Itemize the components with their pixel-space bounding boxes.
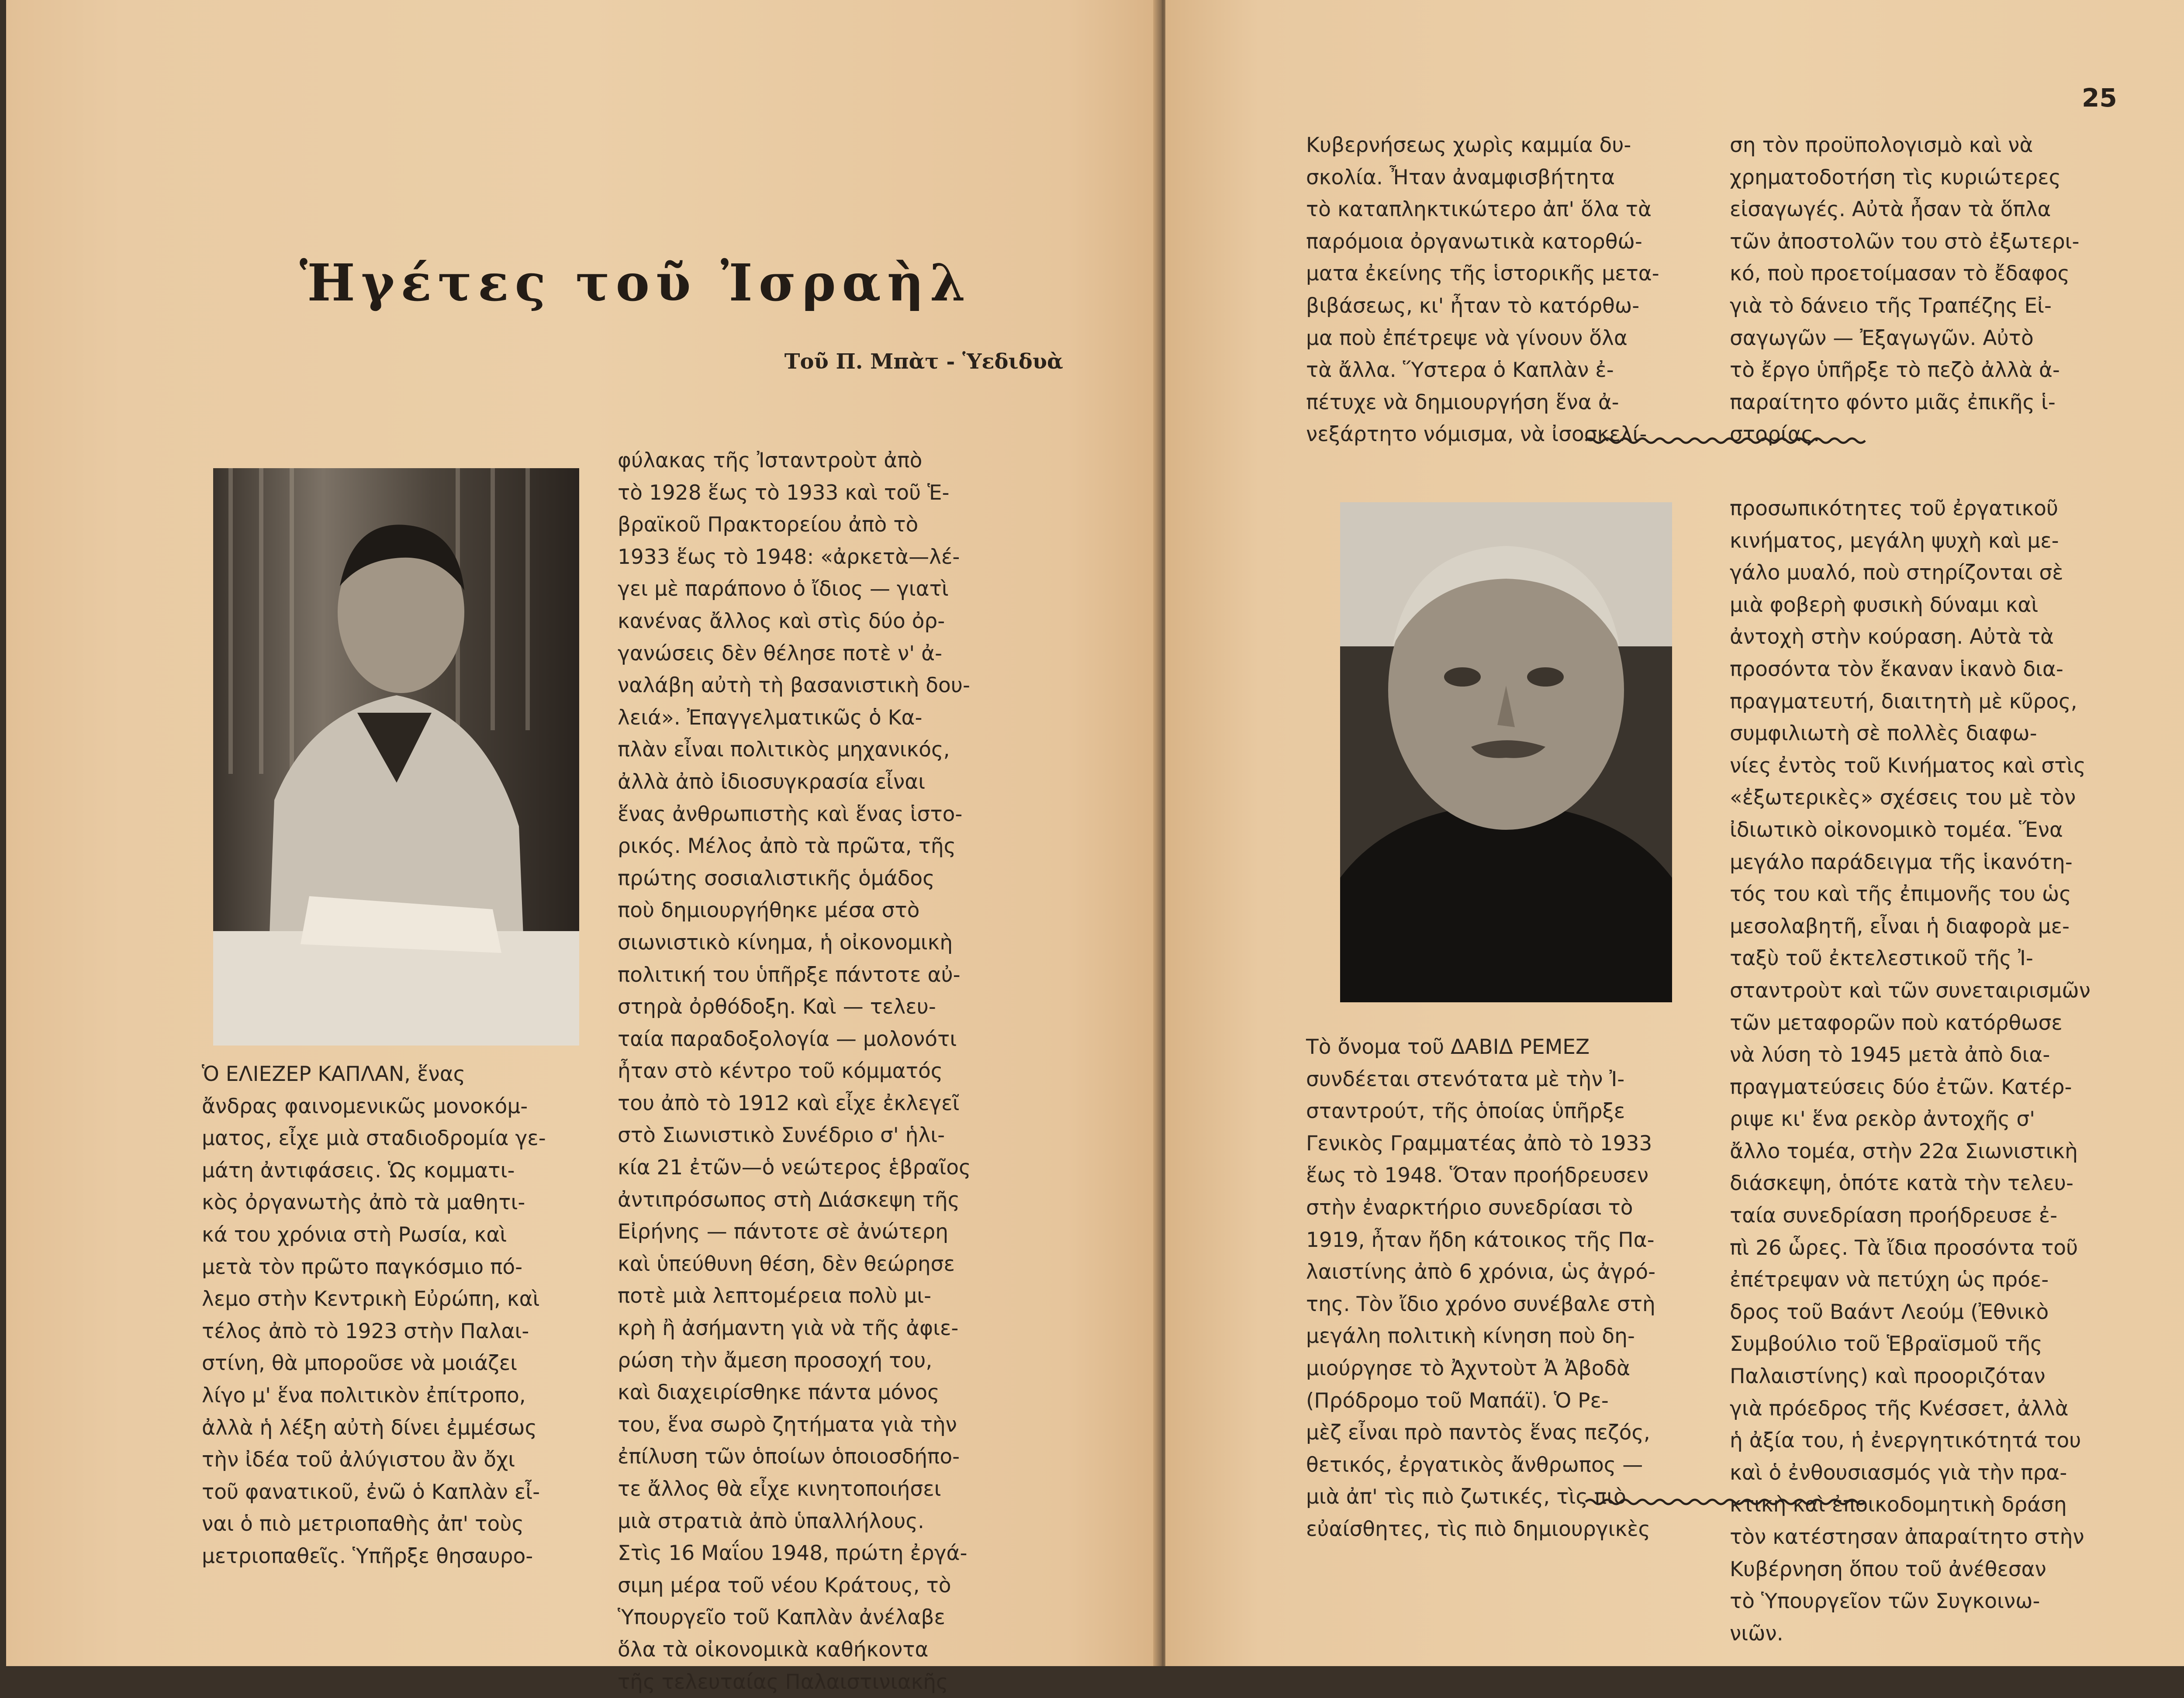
article-column-1	[202, 1058, 612, 1573]
text-line: ριψε κι' ἕνα ρεκὸρ ἀντοχῆς σ'	[1730, 1107, 2035, 1132]
text-line: μεσολαβητῆ, εἶναι ἡ διαφορὰ με-	[1730, 914, 2070, 939]
text-line: νίες ἐντὸς τοῦ Κινήματος καὶ στὶς	[1730, 753, 2086, 778]
text-line: σαγωγῶν — Ἐξαγωγῶν. Αὐτὸ	[1730, 326, 2034, 350]
text-line: τὸ καταπληκτικώτερο ἀπ' ὅλα τὰ	[1306, 197, 1652, 222]
text-line: λειά». Ἐπαγγελματικῶς ὁ Κα-	[618, 705, 923, 730]
text-line: ἡ ἀξία του, ἡ ἐνεργητικότητά του	[1730, 1429, 2081, 1453]
text-line: του, ἕνα σωρὸ ζητήματα γιὰ τὴν	[618, 1412, 957, 1437]
text-line: δρος τοῦ Βαάντ Λεούμ (Ἐθνικὸ	[1730, 1300, 2049, 1324]
text-line: κτικὴ καὶ ἐποικοδομητικὴ δράση	[1730, 1493, 2067, 1517]
text-line: λίγο μ' ἕνα πολιτικὸν ἐπίτροπο,	[202, 1383, 526, 1408]
text-line: καὶ διαχειρίσθηκε πάντα μόνος	[618, 1380, 940, 1405]
article-column-2	[618, 445, 1059, 1698]
text-line: πρώτης σοσιαλιστικῆς ὁμάδος	[618, 866, 935, 890]
text-line: σταντρούτ, τῆς ὁποίας ὑπῆρξε	[1306, 1099, 1625, 1124]
text-line: νὰ λύση τὸ 1945 μετὰ ἀπὸ δια-	[1730, 1043, 2050, 1067]
text-line: στίνη, θὰ μποροῦσε νὰ μοιάζει	[202, 1351, 518, 1376]
text-line: κανένας ἄλλος καὶ στὶς δύο ὀρ-	[618, 609, 945, 633]
text-line: ἄλλο τομέα, στὴν 22α Σιωνιστικὴ	[1730, 1139, 2078, 1163]
text-line: τοῦ φανατικοῦ, ἐνῶ ὁ Καπλὰν εἶ-	[202, 1480, 540, 1504]
text-line: βιβάσεως, κι' ἦταν τὸ κατόρθω-	[1306, 293, 1640, 318]
text-line: ταία συνεδρίαση προήδρευσε ἐ-	[1730, 1204, 2058, 1228]
text-line: τῶν μεταφορῶν ποὺ κατόρθωσε	[1730, 1011, 2063, 1035]
text-line: μάτη ἀντιφάσεις. Ὡς κομματι-	[202, 1158, 515, 1183]
article-column-3	[1306, 1031, 1717, 1546]
text-line: χρηματοδοτήση τὶς κυριώτερες	[1730, 165, 2061, 190]
text-line: κία 21 ἐτῶν—ὁ νεώτερος ἑβραῖος	[618, 1156, 971, 1180]
text-line: «ἐξωτερικὲς» σχέσεις του μὲ τὸν	[1730, 786, 2076, 810]
text-line: τε ἄλλος θὰ εἶχε κινητοποιήσει	[618, 1477, 941, 1501]
continuation-column-2	[1730, 129, 2171, 451]
portrait-photo-kaplan	[213, 468, 579, 1046]
text-line: πραγματεύσεις δύο ἐτῶν. Κατέρ-	[1730, 1075, 2072, 1099]
text-line: ἄνδρας φαινομενικῶς μονοκόμ-	[202, 1094, 528, 1118]
article-byline: Τοῦ Π. Μπὰτ - Ὑεδιδυὰ	[784, 349, 1063, 374]
text-line: ὅλα τὰ οἰκονομικὰ καθήκοντα	[618, 1637, 929, 1662]
text-line: 1933 ἕως τὸ 1948: «ἀρκετὰ—λέ-	[618, 545, 960, 569]
decorative-wave-divider	[1586, 1497, 1865, 1507]
text-line: τὰ ἄλλα. Ὕστερα ὁ Καπλὰν ἐ-	[1306, 358, 1614, 383]
text-line: ἕως τὸ 1948. Ὅταν προήδρευσεν	[1306, 1163, 1649, 1188]
text-line: συμφιλιωτὴ σὲ πολλὲς διαφω-	[1730, 721, 2037, 746]
text-line: πλὰν εἶναι πολιτικὸς μηχανικός,	[618, 738, 950, 762]
text-line: σιωνιστικὸ κίνημα, ἡ οἰκονομικὴ	[618, 930, 953, 955]
text-line: μετριοπαθεῖς. Ὑπῆρξε θησαυρο-	[202, 1544, 533, 1568]
text-line: του ἀπὸ τὸ 1912 καὶ εἶχε ἐκλεγεῖ	[618, 1091, 960, 1115]
text-line: ματα ἐκείνης τῆς ἱστορικῆς μετα-	[1306, 262, 1659, 286]
text-line: Στὶς 16 Μαΐου 1948, πρώτη ἐργά-	[618, 1541, 968, 1566]
text-line: τῆς τελευταίας Παλαιστινιακῆς	[618, 1670, 948, 1694]
text-line: ματος, εἶχε μιὰ σταδιοδρομία γε-	[202, 1126, 546, 1151]
text-line: Γενικὸς Γραμματέας ἀπὸ τὸ 1933	[1306, 1131, 1652, 1156]
article-column-4	[1730, 493, 2171, 1650]
text-line: παρόμοια ὀργανωτικὰ κατορθώ-	[1306, 229, 1642, 254]
text-line: διάσκεψη, ὁπότε κατὰ τὴν τελευ-	[1730, 1171, 2073, 1196]
text-line: ἕνας ἀνθρωπιστὴς καὶ ἕνας ἱστο-	[618, 802, 963, 826]
text-line: ἀντοχὴ στὴν κούραση. Αὐτὰ τὰ	[1730, 625, 2054, 649]
text-line: τῶν ἀποστολῶν του στὸ ἐξωτερι-	[1730, 229, 2080, 254]
text-line: πραγματευτή, διαιτητὴ μὲ κῦρος,	[1730, 689, 2077, 714]
text-line: κό, ποὺ προετοίμασαν τὸ ἔδαφος	[1730, 262, 2070, 286]
text-line: πέτυχε νὰ δημιουργήση ἕνα ἀ-	[1306, 390, 1619, 414]
text-line: Κυβερνήσεως χωρὶς καμμία δυ-	[1306, 133, 1631, 157]
text-line: κρὴ ἢ ἀσήμαντη γιὰ νὰ τῆς ἀφιε-	[618, 1316, 959, 1341]
text-line: τὸ ἔργο ὑπῆρξε τὸ πεζὸ ἀλλὰ ἀ-	[1730, 358, 2060, 383]
text-line: κινήματος, μεγάλη ψυχὴ καὶ με-	[1730, 528, 2059, 553]
text-line: εἰσαγωγές. Αὐτὰ ἦσαν τὰ ὅπλα	[1730, 197, 2051, 222]
text-line: φύλακας τῆς Ἰσταντροὺτ ἀπὸ	[618, 449, 923, 473]
text-line: σταντροὺτ καὶ τῶν συνεταιρισμῶν	[1730, 978, 2091, 1003]
text-line: Παλαιστίνης) καὶ προοριζόταν	[1730, 1364, 2046, 1389]
text-line: ἀλλὰ ἡ λέξη αὐτὴ δίνει ἐμμέσως	[202, 1415, 537, 1440]
text-line: (Πρόδρομο τοῦ Μαπάϊ). Ὁ Ρε-	[1306, 1388, 1609, 1413]
text-line: πὶ 26 ὧρες. Τὰ ἴδια προσόντα τοῦ	[1730, 1236, 2078, 1260]
text-line: Εἰρήνης — πάντοτε σὲ ἀνώτερη	[618, 1220, 949, 1244]
text-line: ναλάβη αὐτὴ τὴ βασανιστικὴ δου-	[618, 673, 970, 698]
text-line: Κυβέρνηση ὅπου τοῦ ἀνέθεσαν	[1730, 1557, 2046, 1581]
text-line: λαιστίνης ἀπὸ 6 χρόνια, ὡς ἀγρό-	[1306, 1260, 1656, 1284]
text-line: Ὁ ΕΛΙΕΖΕΡ ΚΑΠΛΑΝ, ἕνας	[202, 1062, 466, 1086]
text-line: ταία παραδοξολογία — μολονότι	[618, 1027, 957, 1051]
portrait-photo-remez	[1340, 502, 1672, 1002]
text-line: μιὰ στρατιὰ ἀπὸ ὑπαλλήλους.	[618, 1509, 924, 1533]
text-line: κὸς ὀργανωτὴς ἀπὸ τὰ μαθητι-	[202, 1191, 525, 1215]
left-page	[6, 0, 1160, 1694]
text-line: μὲζ εἶναι πρὸ παντὸς ἕνας πεζός,	[1306, 1421, 1650, 1445]
text-line: τὴν ἰδέα τοῦ ἀλύγιστου ἂν ὄχι	[202, 1448, 515, 1472]
text-line: γανώσεις δὲν θέλησε ποτὲ ν' ἀ-	[618, 641, 943, 666]
text-line: τὸν κατέστησαν ἀπαραίτητο στὴν	[1730, 1525, 2084, 1549]
text-line: ρικός. Μέλος ἀπὸ τὰ πρῶτα, τῆς	[618, 834, 956, 859]
text-line: γάλο μυαλό, ποὺ στηρίζονται σὲ	[1730, 561, 2063, 585]
text-line: καὶ ὑπεύθυνη θέση, δὲν θεώρησε	[618, 1252, 955, 1276]
text-line: 1919, ἦταν ἤδη κάτοικος τῆς Πα-	[1306, 1228, 1655, 1252]
text-line: παραίτητο φόντο μιᾶς ἐπικῆς ἱ-	[1730, 390, 2056, 414]
text-line: σιμη μέρα τοῦ νέου Κράτους, τὸ	[618, 1573, 951, 1598]
page-number: 25	[2082, 83, 2117, 113]
text-line: νεξάρτητο νόμισμα, νὰ ἰσοσκελί-	[1306, 422, 1647, 447]
text-line: μιὰ φοβερὴ φυσικὴ δύναμι καὶ	[1730, 593, 2039, 617]
text-line: τὸ 1928 ἕως τὸ 1933 καὶ τοῦ Ἑ-	[618, 480, 950, 505]
text-line: τός του καὶ τῆς ἐπιμονῆς του ὡς	[1730, 882, 2071, 907]
text-line: σκολία. Ἦταν ἀναμφισβήτητα	[1306, 165, 1615, 190]
text-line: ρώση τὴν ἄμεση προσοχή του,	[618, 1348, 933, 1373]
text-line: ἐπέτρεψαν νὰ πετύχη ὡς πρόε-	[1730, 1268, 2049, 1292]
text-line: ποὺ δημιουργήθηκε μέσα στὸ	[618, 898, 920, 923]
text-line: ἐπίλυση τῶν ὁποίων ὁποιοσδήπο-	[618, 1445, 960, 1469]
text-line: στορίας.	[1730, 422, 1820, 447]
text-line: στὴν ἐναρκτήριο συνεδρίασι τὸ	[1306, 1195, 1633, 1220]
decorative-wave-divider	[1586, 436, 1865, 445]
text-line: της. Τὸν ἴδιο χρόνο συνέβαλε στὴ	[1306, 1292, 1655, 1316]
text-line: μεγάλη πολιτικὴ κίνηση ποὺ δη-	[1306, 1324, 1635, 1349]
text-line: γιὰ τὸ δάνειο τῆς Τραπέζης Εἰ-	[1730, 293, 2052, 318]
text-line: προσωπικότητες τοῦ ἐργατικοῦ	[1730, 497, 2059, 521]
text-line: ἀλλὰ ἀπὸ ἰδιοσυγκρασία εἶναι	[618, 770, 926, 794]
text-line: μετὰ τὸν πρῶτο παγκόσμιο πό-	[202, 1255, 523, 1279]
right-page	[1165, 0, 2184, 1666]
text-line: ἀντιπρόσωπος στὴ Διάσκεψη τῆς	[618, 1187, 960, 1212]
text-line: ἦταν στὸ κέντρο τοῦ κόμματός	[618, 1059, 943, 1084]
text-line: καὶ ὁ ἐνθουσιασμός γιὰ τὴν πρα-	[1730, 1460, 2067, 1485]
text-line: ποτὲ μιὰ λεπτομέρεια πολὺ μι-	[618, 1284, 932, 1308]
text-line: γιὰ πρόεδρος τῆς Κνέσσετ, ἀλλὰ	[1730, 1396, 2069, 1421]
text-line: μεγάλο παράδειγμα τῆς ἱκανότη-	[1730, 850, 2073, 874]
text-line: μιὰ ἀπ' τὶς πιὸ ζωτικές, τὶς πιὸ	[1306, 1485, 1626, 1509]
text-line: Συμβούλιο τοῦ Ἑβραϊσμοῦ τῆς	[1730, 1332, 2042, 1356]
text-line: μα ποὺ ἐπέτρεψε νὰ γίνουν ὅλα	[1306, 326, 1628, 350]
text-line: γει μὲ παράπονο ὁ ἴδιος — γιατὶ	[618, 577, 949, 601]
text-line: συνδέεται στενότατα μὲ τὴν Ἰ-	[1306, 1067, 1625, 1091]
text-line: ἰδιωτικὸ οἰκονομικὸ τομέα. Ἕνα	[1730, 818, 2063, 842]
text-line: στηρὰ ὀρθόδοξη. Καὶ — τελευ-	[618, 995, 936, 1019]
text-line: τέλος ἀπὸ τὸ 1923 στὴν Παλαι-	[202, 1319, 529, 1343]
text-line: εὐαίσθητες, τὶς πιὸ δημιουργικὲς	[1306, 1517, 1651, 1541]
text-line: Ὑπουργεῖο τοῦ Καπλὰν ἀνέλαβε	[618, 1605, 945, 1630]
text-line: στὸ Σιωνιστικὸ Συνέδριο σ' ἡλι-	[618, 1123, 945, 1148]
text-line: μιούργησε τὸ Ἀχντοὺτ Ἀ Ἀβοδὰ	[1306, 1356, 1631, 1380]
text-line: ταξὺ τοῦ ἐκτελεστικοῦ τῆς Ἰ-	[1730, 946, 2033, 971]
continuation-column-1	[1306, 129, 1717, 451]
text-line: προσόντα τὸν ἔκαναν ἱκανὸ δια-	[1730, 657, 2063, 681]
article-title: Ἡγέτες τοῦ Ἰσραὴλ	[300, 253, 972, 313]
text-line: τὸ Ὑπουργεῖον τῶν Συγκοινω-	[1730, 1589, 2040, 1614]
text-line: νιῶν.	[1730, 1621, 1783, 1646]
text-line: βραϊκοῦ Πρακτορείου ἀπὸ τὸ	[618, 513, 919, 537]
text-line: θετικός, ἐργατικὸς ἄνθρωπος —	[1306, 1453, 1643, 1477]
text-line: πολιτική του ὑπῆρξε πάντοτε αὐ-	[618, 963, 961, 987]
text-line: Τὸ ὄνομα τοῦ ΔΑΒΙΔ ΡΕΜΕΖ	[1306, 1035, 1590, 1059]
text-line: κά του χρόνια στὴ Ρωσία, καὶ	[202, 1222, 507, 1247]
text-line: λεμο στὴν Κεντρικὴ Εὐρώπη, καὶ	[202, 1287, 540, 1311]
text-line: ση τὸν προϋπολογισμὸ καὶ νὰ	[1730, 133, 2033, 157]
text-line: ναι ὁ πιὸ μετριοπαθὴς ἀπ' τοὺς	[202, 1512, 524, 1536]
